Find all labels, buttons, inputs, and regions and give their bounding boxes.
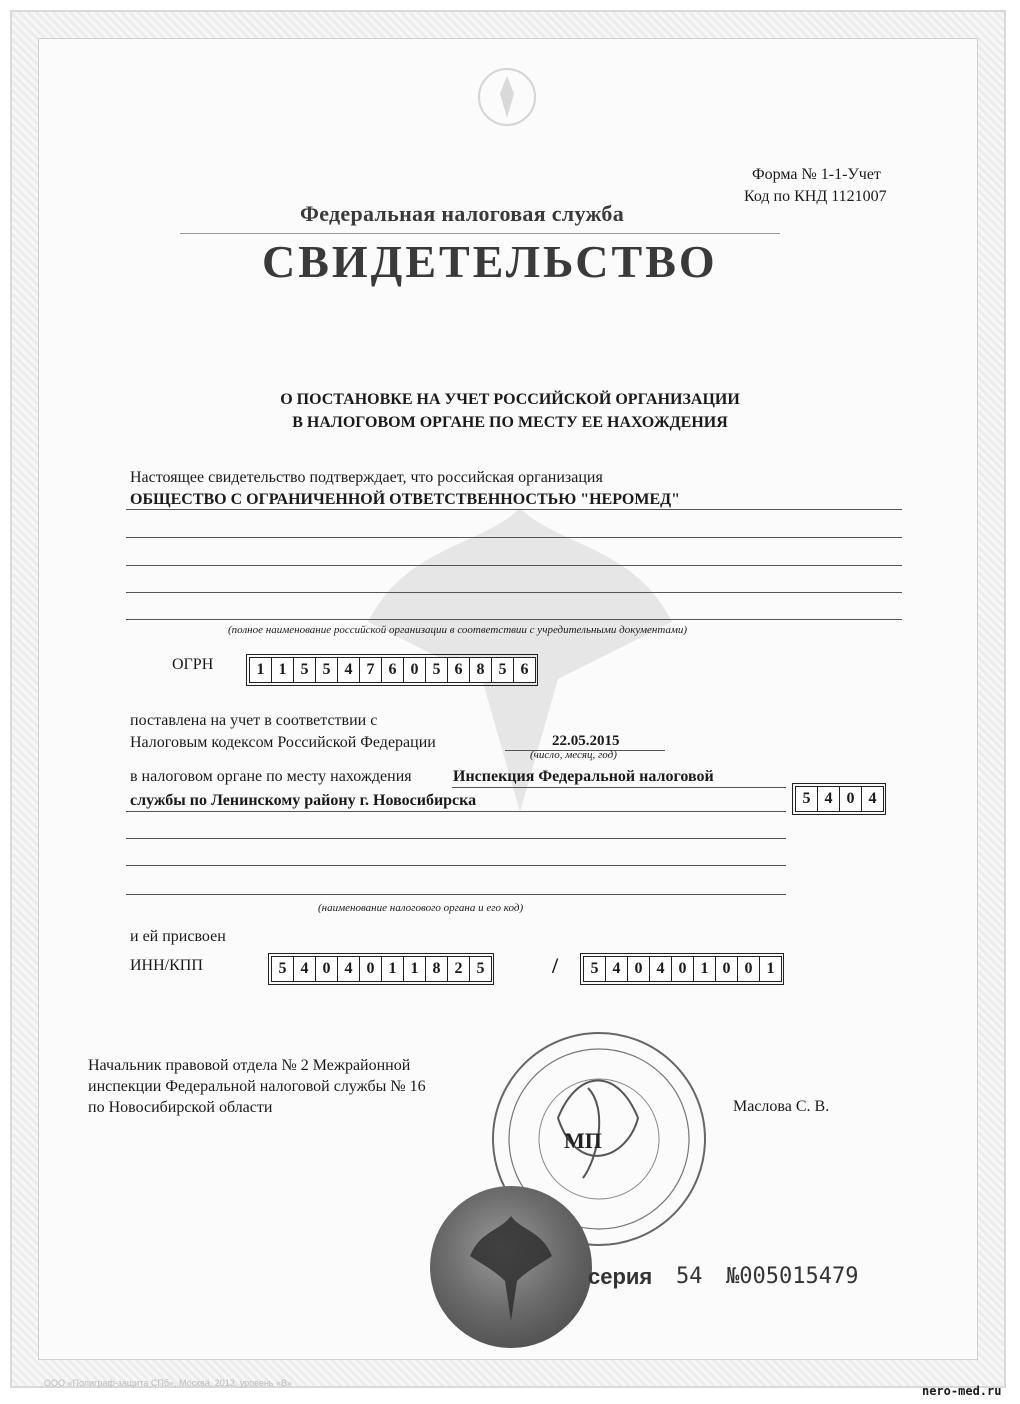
inn-kpp-separator: / <box>552 953 559 978</box>
website-watermark: nero-med.ru <box>922 1384 1002 1398</box>
inn-digit: 5 <box>469 956 492 982</box>
printer-imprint: ООО «Полиграф-защита СПб», Москва, 2013, уровень «В» <box>44 1378 292 1388</box>
inn-digit: 4 <box>337 956 360 982</box>
authority-name-line-1: Инспекция Федеральной налоговой <box>453 768 714 785</box>
header-divider <box>180 233 780 234</box>
authority-prefix: в налоговом органе по месту нахождения <box>130 768 412 785</box>
series-label: серия <box>588 1264 653 1289</box>
agency-name: Федеральная налоговая служба <box>300 201 625 226</box>
kpp-digit: 0 <box>737 956 760 982</box>
ogrn-digit: 4 <box>337 657 360 683</box>
organization-name: ОБЩЕСТВО С ОГРАНИЧЕННОЙ ОТВЕТСТВЕННОСТЬЮ "НЕРОМЕД" <box>130 491 680 508</box>
inn-digit: 0 <box>359 956 382 982</box>
subtitle-line-2: В НАЛОГОВОМ ОРГАНЕ ПО МЕСТУ ЕЕ НАХОЖДЕНИЯ <box>292 414 728 431</box>
form-number: Форма № 1-1-Учет <box>752 166 881 183</box>
kpp-boxes <box>580 953 784 985</box>
inn-boxes <box>268 953 494 985</box>
inn-digit: 5 <box>271 956 294 982</box>
series-number: 54 <box>676 1264 703 1289</box>
subtitle-line-1: О ПОСТАНОВКЕ НА УЧЕТ РОССИЙСКОЙ ОРГАНИЗАЦИИ <box>280 391 740 408</box>
inn-digit: 8 <box>425 956 448 982</box>
inn-kpp-label: ИНН/КПП <box>130 957 203 974</box>
fill-line <box>126 537 902 538</box>
signatory-position-line-3: по Новосибирской области <box>88 1099 273 1116</box>
ogrn-digit: 6 <box>513 657 536 683</box>
ogrn-digit: 6 <box>447 657 470 683</box>
ogrn-digit: 8 <box>469 657 492 683</box>
ogrn-digit: 6 <box>381 657 404 683</box>
kpp-digit: 0 <box>715 956 738 982</box>
fill-line <box>126 865 786 866</box>
fill-line <box>452 787 786 788</box>
inn-digit: 2 <box>447 956 470 982</box>
stamp-mark-label: МП <box>564 1128 602 1153</box>
knd-code: Код по КНД 1121007 <box>744 188 887 205</box>
inn-digit: 0 <box>315 956 338 982</box>
authority-name-line-2: службы по Ленинскому району г. Новосибирска <box>130 792 477 809</box>
kpp-digit: 4 <box>649 956 672 982</box>
intro-text: Настоящее свидетельство подтверждает, что российская организация <box>130 469 603 486</box>
kpp-digit: 4 <box>605 956 628 982</box>
ogrn-digit: 1 <box>271 657 294 683</box>
inn-digit: 4 <box>293 956 316 982</box>
fill-line <box>126 811 786 812</box>
ogrn-digit: 5 <box>491 657 514 683</box>
fill-line <box>126 838 786 839</box>
kpp-digit: 0 <box>671 956 694 982</box>
ogrn-digit: 5 <box>425 657 448 683</box>
ogrn-digit: 1 <box>249 657 272 683</box>
authority-code-digit: 4 <box>861 786 884 812</box>
date-note: (число, месяц, год) <box>530 749 617 761</box>
inn-digit: 1 <box>403 956 426 982</box>
inn-digit: 1 <box>381 956 404 982</box>
fill-line <box>126 509 902 510</box>
kpp-digit: 1 <box>759 956 782 982</box>
ogrn-label: ОГРН <box>172 656 214 673</box>
top-emblem-icon <box>472 62 542 132</box>
org-name-note: (полное наименование российской организации в соответствии с учредительными документами) <box>228 624 688 636</box>
authority-code-boxes <box>792 783 886 815</box>
registration-line-1: поставлена на учет в соответствии с <box>130 712 378 729</box>
document-number: №005015479 <box>726 1264 859 1289</box>
kpp-digit: 1 <box>693 956 716 982</box>
fill-line <box>126 565 902 566</box>
ogrn-digit: 5 <box>293 657 316 683</box>
signatory-position-line-2: инспекции Федеральной налоговой службы № 16 <box>88 1078 426 1095</box>
certificate-title: СВИДЕТЕЛЬСТВО <box>262 236 718 287</box>
double-headed-eagle-icon <box>430 1186 592 1348</box>
signatory-name: Маслова С. В. <box>733 1098 830 1115</box>
signatory-position-line-1: Начальник правовой отдела № 2 Межрайонной <box>88 1057 411 1074</box>
kpp-digit: 5 <box>583 956 606 982</box>
authority-note: (наименование налогового органа и его код) <box>318 902 524 914</box>
ogrn-digit: 7 <box>359 657 382 683</box>
authority-code-digit: 4 <box>817 786 840 812</box>
fill-line <box>126 592 902 593</box>
holographic-seal <box>430 1186 592 1348</box>
authority-code-digit: 0 <box>839 786 862 812</box>
registration-date: 22.05.2015 <box>552 733 620 749</box>
kpp-digit: 0 <box>627 956 650 982</box>
ogrn-boxes <box>246 654 538 686</box>
registration-line-2: Налоговым кодексом Российской Федерации <box>130 734 436 751</box>
assigned-label: и ей присвоен <box>130 928 226 945</box>
ogrn-digit: 0 <box>403 657 426 683</box>
ogrn-digit: 5 <box>315 657 338 683</box>
authority-code-digit: 5 <box>795 786 818 812</box>
fill-line <box>126 619 902 620</box>
fill-line <box>126 894 786 895</box>
